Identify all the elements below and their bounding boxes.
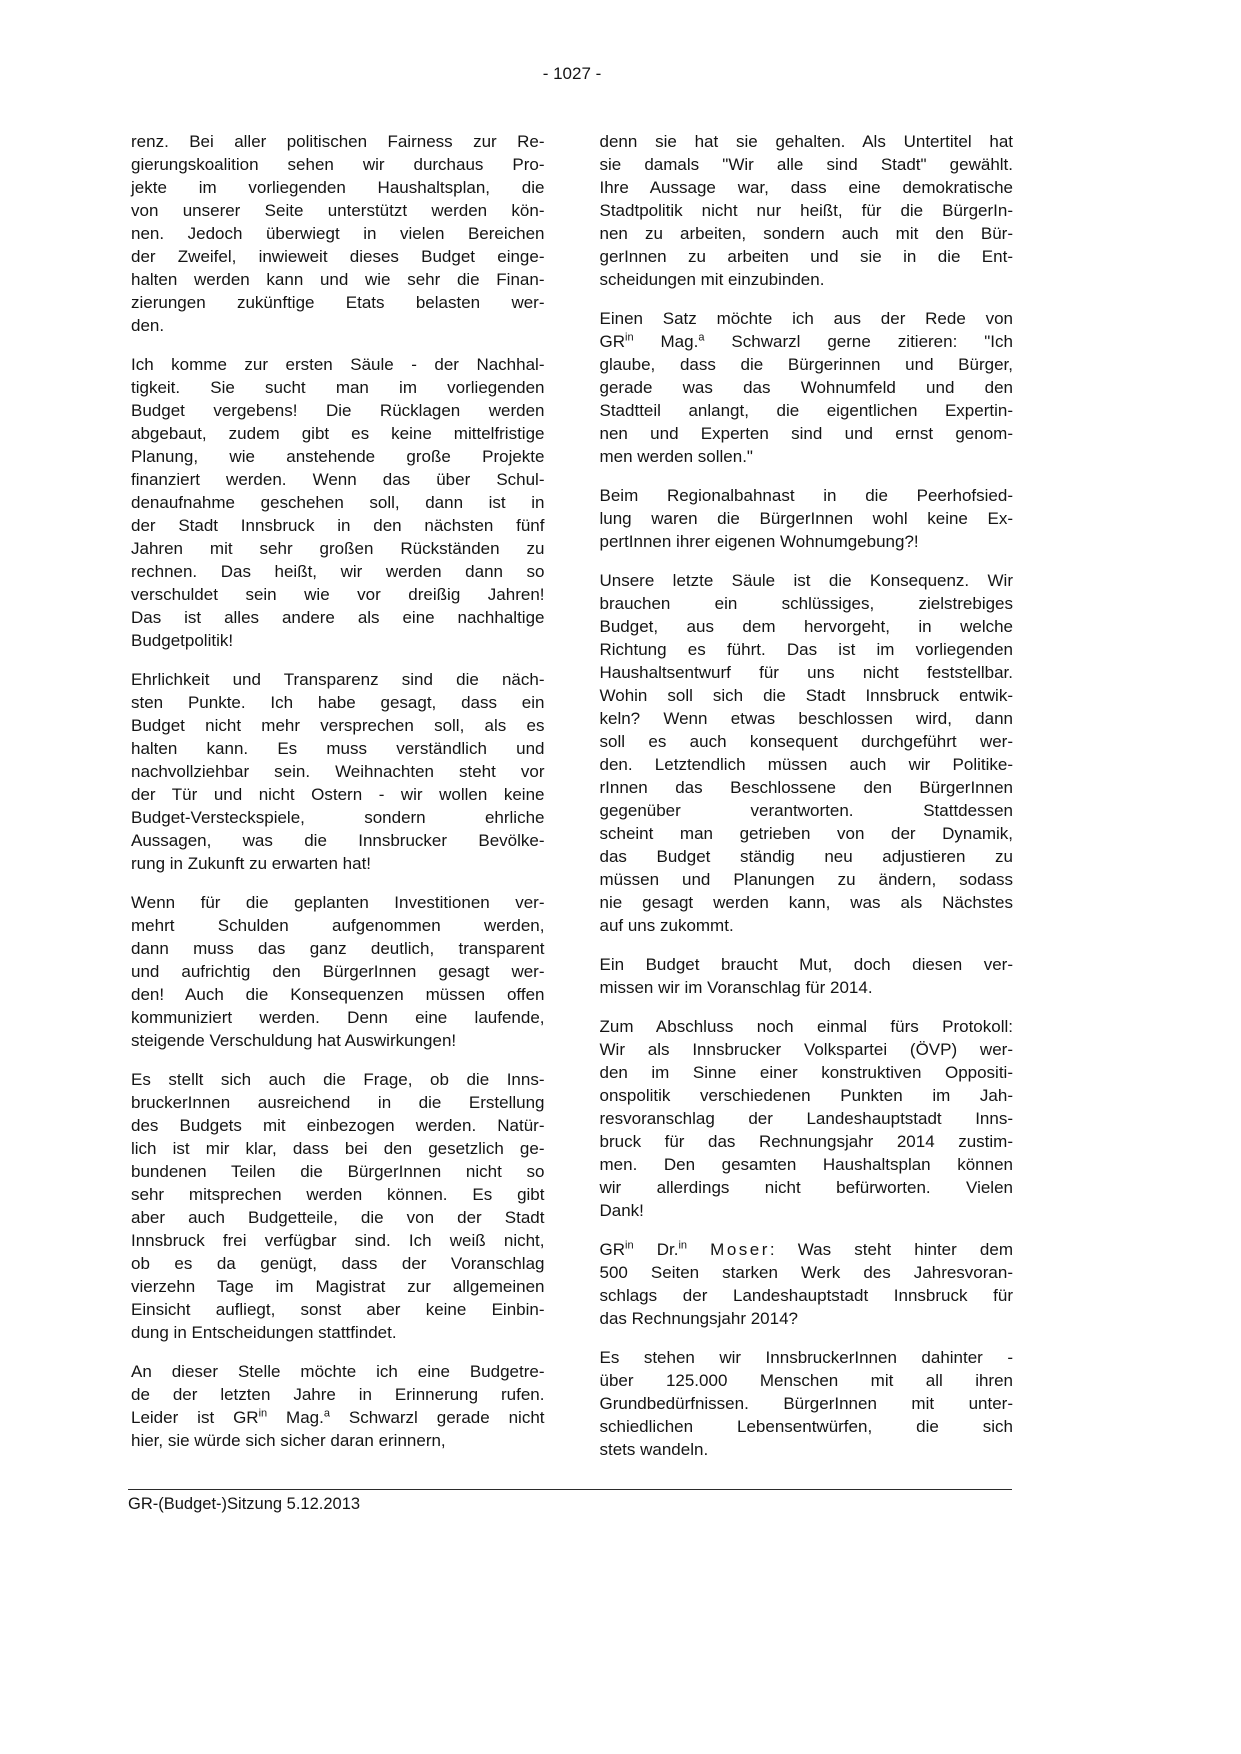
text-line: missen wir im Voranschlag für 2014. [599,978,873,997]
text-line: Unsere letzte Säule ist die Konsequenz. Wir [599,571,1013,590]
text-line: Ich komme zur ersten Säule - der Nachhal- [131,355,545,374]
paragraph [131,891,545,1052]
text-line: Ehrlichkeit und Transparenz sind die näch- [131,670,545,689]
text-line: sie damals "Wir alle sind Stadt" gewählt. [599,155,1013,174]
paragraph [131,1360,545,1452]
text-line: Es stehen wir InnsbruckerInnen dahinter - [599,1348,1013,1367]
text-line: $GR^{in}$ Mag.$^a$ Schwarzl gerne zitieren: "Ich [599,331,1013,351]
text-line: scheint man getrieben von der Dynamik, [599,824,1013,843]
text-line: dung in Entscheidungen stattfindet. [131,1323,397,1342]
text-line: wir allerdings nicht befürworten. Vielen [599,1178,1013,1197]
text-line: von unserer Seite unterstützt werden kön- [131,201,545,220]
text-line: Innsbruck frei verfügbar sind. Ich weiß nicht, [131,1231,545,1250]
text-line: gegenüber verantworten. Stattdessen [599,801,1013,820]
text-line: der Stadt Innsbruck in den nächsten fünf [131,516,545,535]
text-line: bundenen Teilen die BürgerInnen nicht so [131,1162,545,1181]
text-line: gierungskoalition sehen wir durchaus Pro- [131,155,545,174]
text-line: Richtung es führt. Das ist im vorliegenden [599,640,1013,659]
text-line: Wenn für die geplanten Investitionen ver- [131,893,545,912]
text-line: schlags der Landeshauptstadt Innsbruck für [599,1286,1013,1305]
text-line: vierzehn Tage im Magistrat zur allgemeinen [131,1277,545,1296]
text-line: dann muss das ganz deutlich, transparent [131,939,545,958]
paragraph [600,953,1014,999]
text-line: sten Punkte. Ich habe gesagt, dass ein [131,693,545,712]
text-line: Budget vergebens! Die Rücklagen werden [131,401,545,420]
text-line: onspolitik verschiedenen Punkten im Jah- [599,1086,1013,1105]
page-number: - 1027 - [542,64,602,83]
page-footer [128,1489,1012,1514]
text-line: renz. Bei aller politischen Fairness zur Re- [131,132,545,151]
text-line: Stadtpolitik nicht nur heißt, für die BürgerIn- [599,201,1013,220]
text-line: schiedlichen Lebensentwürfen, die sich [599,1417,1013,1436]
footer-text: GR-(Budget-)Sitzung 5.12.2013 [128,1495,361,1513]
text-line: $GR^{in}$ Dr.$^{in}$ Moser: Was steht hinter dem [599,1239,1014,1259]
text-columns [131,130,1013,1477]
text-line: lung waren die BürgerInnen wohl keine Ex- [599,509,1013,528]
text-line: 500 Seiten starken Werk des Jahresvoran- [599,1263,1013,1282]
text-line: gerade was das Wohnumfeld und den [599,378,1013,397]
paragraph [600,1238,1014,1330]
text-line: Beim Regionalbahnast in die Peerhofsied- [599,486,1013,505]
paragraph [600,484,1014,553]
text-line: nen und Experten sind und ernst genom- [599,424,1013,443]
text-line: Leider ist $GR^{in}$ Mag.$^a$ Schwarzl gerade nicht [131,1407,545,1427]
text-line: abgebaut, zudem gibt es keine mittelfristige [131,424,545,443]
text-line: rInnen das Beschlossene den BürgerInnen [599,778,1013,797]
text-line: Jahren mit sehr großen Rückständen zu [131,539,545,558]
text-line: jekte im vorliegenden Haushaltsplan, die [131,178,545,197]
text-line: lich ist mir klar, dass bei den gesetzlich ge- [131,1139,545,1158]
text-line: den. [131,316,165,335]
text-line: Aussagen, was die Innsbrucker Bevölke- [131,831,545,850]
text-line: den im Sinne einer konstruktiven Oppositi- [599,1063,1013,1082]
text-line: Zum Abschluss noch einmal fürs Protokoll: [599,1017,1013,1036]
paragraph [131,130,545,337]
text-line: Einen Satz möchte ich aus der Rede von [599,309,1013,328]
text-line: finanziert werden. Wenn das über Schul- [131,470,545,489]
text-line: denaufnahme geschehen soll, dann ist in [131,493,545,512]
text-line: über 125.000 Menschen mit all ihren [599,1371,1013,1390]
paragraph [600,569,1014,937]
text-line: aber auch Budgetteile, die von der Stadt [131,1208,545,1227]
text-line: müssen und Planungen zu ändern, sodass [599,870,1013,889]
text-line: den! Auch die Konsequenzen müssen offen [131,985,545,1004]
text-line: resvoranschlag der Landeshauptstadt Inns- [599,1109,1013,1128]
text-line: men. Den gesamten Haushaltsplan können [599,1155,1013,1174]
text-line: Ein Budget braucht Mut, doch diesen ver- [599,955,1013,974]
paragraph [131,353,545,652]
text-line: des Budgets mit einbezogen werden. Natür- [131,1116,545,1135]
text-line: den. Letztendlich müssen auch wir Politike- [599,755,1013,774]
paragraph [600,307,1014,468]
text-line: Es stellt sich auch die Frage, ob die Inns- [131,1070,545,1089]
text-line: Budget-Versteckspiele, sondern ehrliche [131,808,545,827]
text-line: Haushaltsentwurf für uns nicht feststellbar. [599,663,1013,682]
text-line: brauchen ein schlüssiges, zielstrebiges [599,594,1013,613]
text-line: der Tür und nicht Ostern - wir wollen keine [131,785,545,804]
text-line: Budget, aus dem hervorgeht, in welche [599,617,1013,636]
text-line: das Rechnungsjahr 2014? [599,1309,798,1328]
text-line: zierungen zukünftige Etats belasten wer- [131,293,545,312]
text-line: bruck für das Rechnungsjahr 2014 zustim- [599,1132,1013,1151]
text-line: Wir als Innsbrucker Volkspartei (ÖVP) wer- [599,1040,1013,1059]
paragraph [600,130,1014,291]
text-line: sehr mitsprechen werden können. Es gibt [131,1185,545,1204]
text-line: auf uns zukommt. [599,916,734,935]
text-line: Das ist alles andere als eine nachhaltige [131,608,545,627]
text-line: kommuniziert werden. Denn eine laufende, [131,1008,545,1027]
text-line: rechnen. Das heißt, wir werden dann so [131,562,545,581]
text-line: scheidungen mit einzubinden. [599,270,825,289]
text-line: halten kann. Es muss verständlich und [131,739,545,758]
text-line: nachvollziehbar sein. Weihnachten steht vor [131,762,545,781]
text-line: An dieser Stelle möchte ich eine Budgetre- [131,1362,545,1381]
text-line: Grundbedürfnissen. BürgerInnen mit unter- [599,1394,1013,1413]
text-line: Budget nicht mehr versprechen soll, als es [131,716,545,735]
text-line: verschuldet sein wie vor dreißig Jahren! [131,585,545,604]
text-line: keln? Wenn etwas beschlossen wird, dann [599,709,1013,728]
text-line: ob es da genügt, dass der Voranschlag [131,1254,545,1273]
text-line: men werden sollen." [599,447,753,466]
text-line: Budgetpolitik! [131,631,234,650]
text-line: Planung, wie anstehende große Projekte [131,447,545,466]
text-line: nen zu arbeiten, sondern auch mit den Bür- [599,224,1013,243]
text-line: soll es auch konsequent durchgeführt wer- [599,732,1013,751]
text-line: das Budget ständig neu adjustieren zu [599,847,1013,866]
paragraph [600,1346,1014,1461]
paragraph [600,1015,1014,1222]
text-line: rung in Zukunft zu erwarten hat! [131,854,372,873]
text-line: de der letzten Jahre in Erinnerung rufen. [131,1385,545,1404]
paragraph [131,668,545,875]
paragraph [131,1068,545,1344]
text-line: Wohin soll sich die Stadt Innsbruck entwik- [599,686,1013,705]
text-line: bruckerInnen ausreichend in die Erstellung [131,1093,545,1112]
text-line: tigkeit. Sie sucht man im vorliegenden [131,378,545,397]
text-line: steigende Verschuldung hat Auswirkungen! [131,1031,457,1050]
text-line: pertInnen ihrer eigenen Wohnumgebung?! [599,532,919,551]
text-line: Stadtteil anlangt, die eigentlichen Expertin- [599,401,1013,420]
text-line: der Zweifel, inwieweit dieses Budget einge- [131,247,545,266]
text-line: gerInnen zu arbeiten und sie in die Ent- [599,247,1013,266]
text-line: Dank! [599,1201,644,1220]
text-line: Ihre Aussage war, dass eine demokratische [599,178,1013,197]
right-column [600,130,1014,1477]
text-line: glaube, dass die Bürgerinnen und Bürger, [599,355,1013,374]
text-line: Einsicht aufliegt, sonst aber keine Einbin- [131,1300,545,1319]
text-line: halten werden kann und wie sehr die Finan- [131,270,545,289]
text-line: nie gesagt werden kann, was als Nächstes [599,893,1013,912]
left-column [131,130,545,1477]
text-line: denn sie hat sie gehalten. Als Untertitel hat [599,132,1013,151]
text-line: stets wandeln. [599,1440,709,1459]
text-line: und aufrichtig den BürgerInnen gesagt wer- [131,962,545,981]
text-line: nen. Jedoch überwiegt in vielen Bereichen [131,224,545,243]
text-line: mehrt Schulden aufgenommen werden, [131,916,545,935]
text-line: hier, sie würde sich sicher daran erinnern, [131,1431,446,1450]
